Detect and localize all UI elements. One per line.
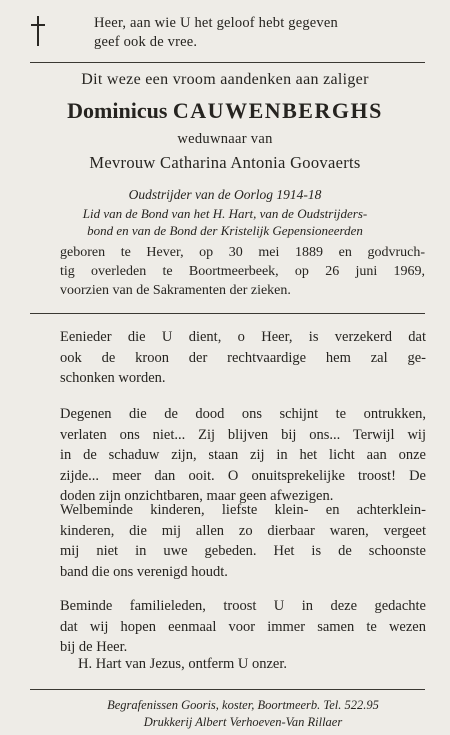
paragraph-line: Eenieder die U dient, o Heer, is verzekerd dat <box>60 329 426 345</box>
paragraph-line: kinderen, die mij allen zo dierbaar waren, vergeet <box>60 522 426 539</box>
widower-line: weduwnaar van <box>177 131 273 147</box>
intro-line: Dit weze een vroom aandenken aan zaliger <box>81 71 369 88</box>
cross-icon <box>30 16 46 46</box>
paragraph-line: Degenen die de dood ons schijnt te ontrukken, <box>60 406 426 422</box>
printer-line: Drukkerij Albert Verhoeven-Van Rillaer <box>143 715 343 729</box>
paragraph-line: mij niet in uwe gebeden. Het is de schoonste <box>60 543 426 559</box>
paragraph-line: bij de Heer. <box>60 639 128 655</box>
opening-prayer <box>94 14 424 52</box>
prayer-line: geef ook de vree. <box>94 34 198 50</box>
closing-prayer: H. Hart van Jezus, ontferm U onzer. <box>78 656 287 672</box>
paragraph <box>60 404 426 507</box>
membership-line: Lid van de Bond van het H. Hart, van de Oudstrijders- <box>82 206 368 221</box>
spouse-name: Mevrouw Catharina Antonia Goovaerts <box>89 153 361 172</box>
paragraph-line: dat wij hopen eenmaal voor immer samen te wezen <box>60 618 426 635</box>
bio-line: geboren te Hever, op 30 mei 1889 en godvruch- <box>60 245 425 260</box>
paragraph-line: Beminde familieleden, troost U in deze gedachte <box>60 598 426 614</box>
card-footer <box>60 697 426 731</box>
paragraph-line: Welbeminde kinderen, liefste klein- en achterklein- <box>60 502 426 518</box>
card-header <box>0 14 450 56</box>
veteran-title: Oudstrijder van de Oorlog 1914-18 <box>128 187 322 202</box>
undertaker-line: Begrafenissen Gooris, koster, Boortmeerb. Tel. 522.95 <box>107 698 379 712</box>
divider <box>30 689 425 690</box>
paragraph-line: in de schaduw zijn, staan zij in het licht aan onze <box>60 447 426 463</box>
surname: CAUWENBERGHS <box>172 98 383 123</box>
membership <box>0 205 450 239</box>
divider <box>30 313 425 314</box>
prayer-line: Heer, aan wie U het geloof hebt gegeven <box>94 15 338 31</box>
paragraph <box>60 327 426 389</box>
first-name: Dominicus <box>67 98 168 123</box>
deceased-name <box>0 98 450 124</box>
membership-line: bond en van de Bond der Kristelijk Gepensioneerden <box>87 223 363 238</box>
paragraph-line: zijde... meer dan ooit. O onuitsprekelijke troost! De <box>60 467 426 484</box>
biography <box>60 243 425 300</box>
divider <box>30 62 425 63</box>
paragraph-line: doden zijn onzichtbaren, maar geen afwezigen. <box>60 488 334 504</box>
paragraph-line: band die ons verenigd houdt. <box>60 563 228 580</box>
paragraph <box>60 500 426 582</box>
paragraph-line: schonken worden. <box>60 370 166 386</box>
bio-line: voorzien van de Sakramenten der zieken. <box>60 283 291 298</box>
paragraph-line: ook de kroon der rechtvaardige hem zal ge- <box>60 349 426 366</box>
bio-line: tig overleden te Boortmeerbeek, op 26 juni 1969, <box>60 264 425 279</box>
paragraph-line: verlaten ons niet... Zij blijven bij ons... Terwijl wij <box>60 426 426 443</box>
paragraph <box>60 596 426 658</box>
